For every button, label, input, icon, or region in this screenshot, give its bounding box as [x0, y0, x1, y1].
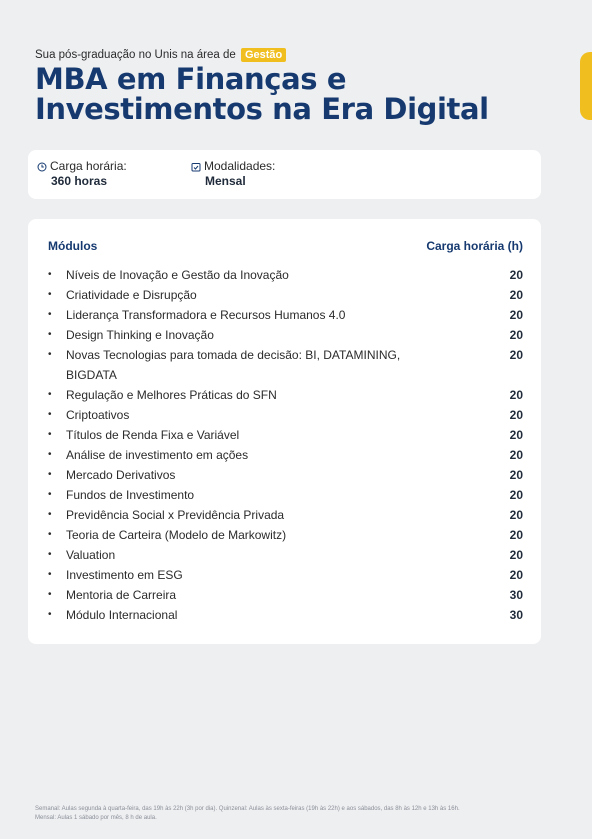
module-name: Valuation: [66, 548, 116, 562]
module-name: Análise de investimento em ações: [66, 448, 249, 462]
course-info-card: [28, 150, 541, 199]
footnote: [35, 805, 555, 823]
module-hours: 20: [509, 548, 523, 562]
bullet-icon: •: [48, 449, 52, 460]
module-row: [48, 445, 523, 465]
module-hours: 20: [509, 528, 523, 542]
module-row: [48, 425, 523, 445]
module-row: [48, 565, 523, 585]
module-name: Fundos de Investimento: [66, 488, 195, 502]
module-hours: 20: [509, 388, 523, 402]
bullet-icon: •: [48, 609, 52, 620]
modules-header: [48, 239, 523, 255]
bullet-icon: •: [48, 329, 52, 340]
module-row: [48, 545, 523, 565]
bullet-icon: •: [48, 389, 52, 400]
footnote-line-2: Mensal: Aulas 1 sábado por mês, 8 h de aula.: [35, 815, 157, 821]
module-name: Design Thinking e Inovação: [66, 328, 214, 342]
modality-value: Mensal: [205, 174, 246, 188]
module-hours: 20: [509, 508, 523, 522]
module-hours: 20: [509, 288, 523, 302]
hours-value: 360 horas: [51, 174, 108, 188]
module-name: Mentoria de Carreira: [66, 588, 177, 602]
module-name: Liderança Transformadora e Recursos Humanos 4.0: [66, 308, 346, 322]
module-hours: 30: [509, 588, 523, 602]
bullet-icon: •: [48, 309, 52, 320]
footnote-line-1: Semanal: Aulas segunda à quarta-feira, das 19h às 22h (3h por dia). Quinzenal: Aulas às sexta-feiras (19h às 22h) e aos sábados, das 8h às 12h e 13h às 16h.: [35, 806, 460, 812]
module-name: Níveis de Inovação e Gestão da Inovação: [66, 268, 289, 282]
module-hours: 20: [509, 328, 523, 342]
hours-label: Carga horária:: [50, 159, 127, 173]
module-name: Previdência Social x Previdência Privada: [66, 508, 285, 522]
modules-card: [28, 219, 541, 644]
page-title: MBA em Finanças e Investimentos na Era Digital: [35, 62, 489, 126]
module-row: [48, 525, 523, 545]
bullet-icon: •: [48, 509, 52, 520]
bullet-icon: •: [48, 269, 52, 280]
module-row: [48, 505, 523, 525]
module-name: Mercado Derivativos: [66, 468, 176, 482]
module-row: [48, 265, 523, 285]
module-name: Criatividade e Disrupção: [66, 288, 197, 302]
bullet-icon: •: [48, 549, 52, 560]
calendar-check-icon: [191, 162, 201, 172]
module-hours: 20: [509, 348, 523, 362]
area-badge: Gestão: [241, 48, 286, 62]
module-row: [48, 305, 523, 325]
bullet-icon: •: [48, 469, 52, 480]
hours-column-title: Carga horária (h): [426, 239, 523, 253]
module-row: [48, 285, 523, 305]
module-hours: 20: [509, 568, 523, 582]
module-hours: 20: [509, 408, 523, 422]
module-name: Teoria de Carteira (Modelo de Markowitz): [66, 528, 287, 542]
bullet-icon: •: [48, 489, 52, 500]
module-row: [48, 605, 523, 625]
bullet-icon: •: [48, 429, 52, 440]
module-hours: 20: [509, 428, 523, 442]
subtitle: [35, 48, 286, 62]
module-hours: 20: [509, 488, 523, 502]
module-name: Investimento em ESG: [66, 568, 183, 582]
bullet-icon: •: [48, 349, 52, 360]
modules-list: [48, 265, 523, 625]
bullet-icon: •: [48, 409, 52, 420]
bullet-icon: •: [48, 289, 52, 300]
clock-icon: [37, 162, 47, 172]
hours-info: [37, 159, 127, 189]
module-hours: 20: [509, 268, 523, 282]
module-row: [48, 385, 523, 405]
module-row: [48, 325, 523, 345]
module-hours: 20: [509, 468, 523, 482]
module-row: [48, 585, 523, 605]
module-row: [48, 405, 523, 425]
module-row: [48, 465, 523, 485]
module-hours: 20: [509, 448, 523, 462]
module-name: Títulos de Renda Fixa e Variável: [66, 428, 240, 442]
module-row: [48, 345, 523, 385]
module-row: [48, 485, 523, 505]
side-tab-accent: [580, 52, 592, 120]
module-name: Módulo Internacional: [66, 608, 178, 622]
module-hours: 20: [509, 308, 523, 322]
module-name: Regulação e Melhores Práticas do SFN: [66, 388, 277, 402]
modules-column-title: Módulos: [48, 239, 98, 253]
bullet-icon: •: [48, 589, 52, 600]
modality-info: [191, 159, 275, 189]
modality-label: Modalidades:: [204, 159, 276, 173]
bullet-icon: •: [48, 569, 52, 580]
module-name: Criptoativos: [66, 408, 130, 422]
module-hours: 30: [509, 608, 523, 622]
subtitle-prefix: Sua pós-graduação no Unis na área de: [35, 49, 236, 61]
bullet-icon: •: [48, 529, 52, 540]
module-name: Novas Tecnologias para tomada de decisão: BI, DATAMINING, BIGDATA: [66, 348, 401, 382]
